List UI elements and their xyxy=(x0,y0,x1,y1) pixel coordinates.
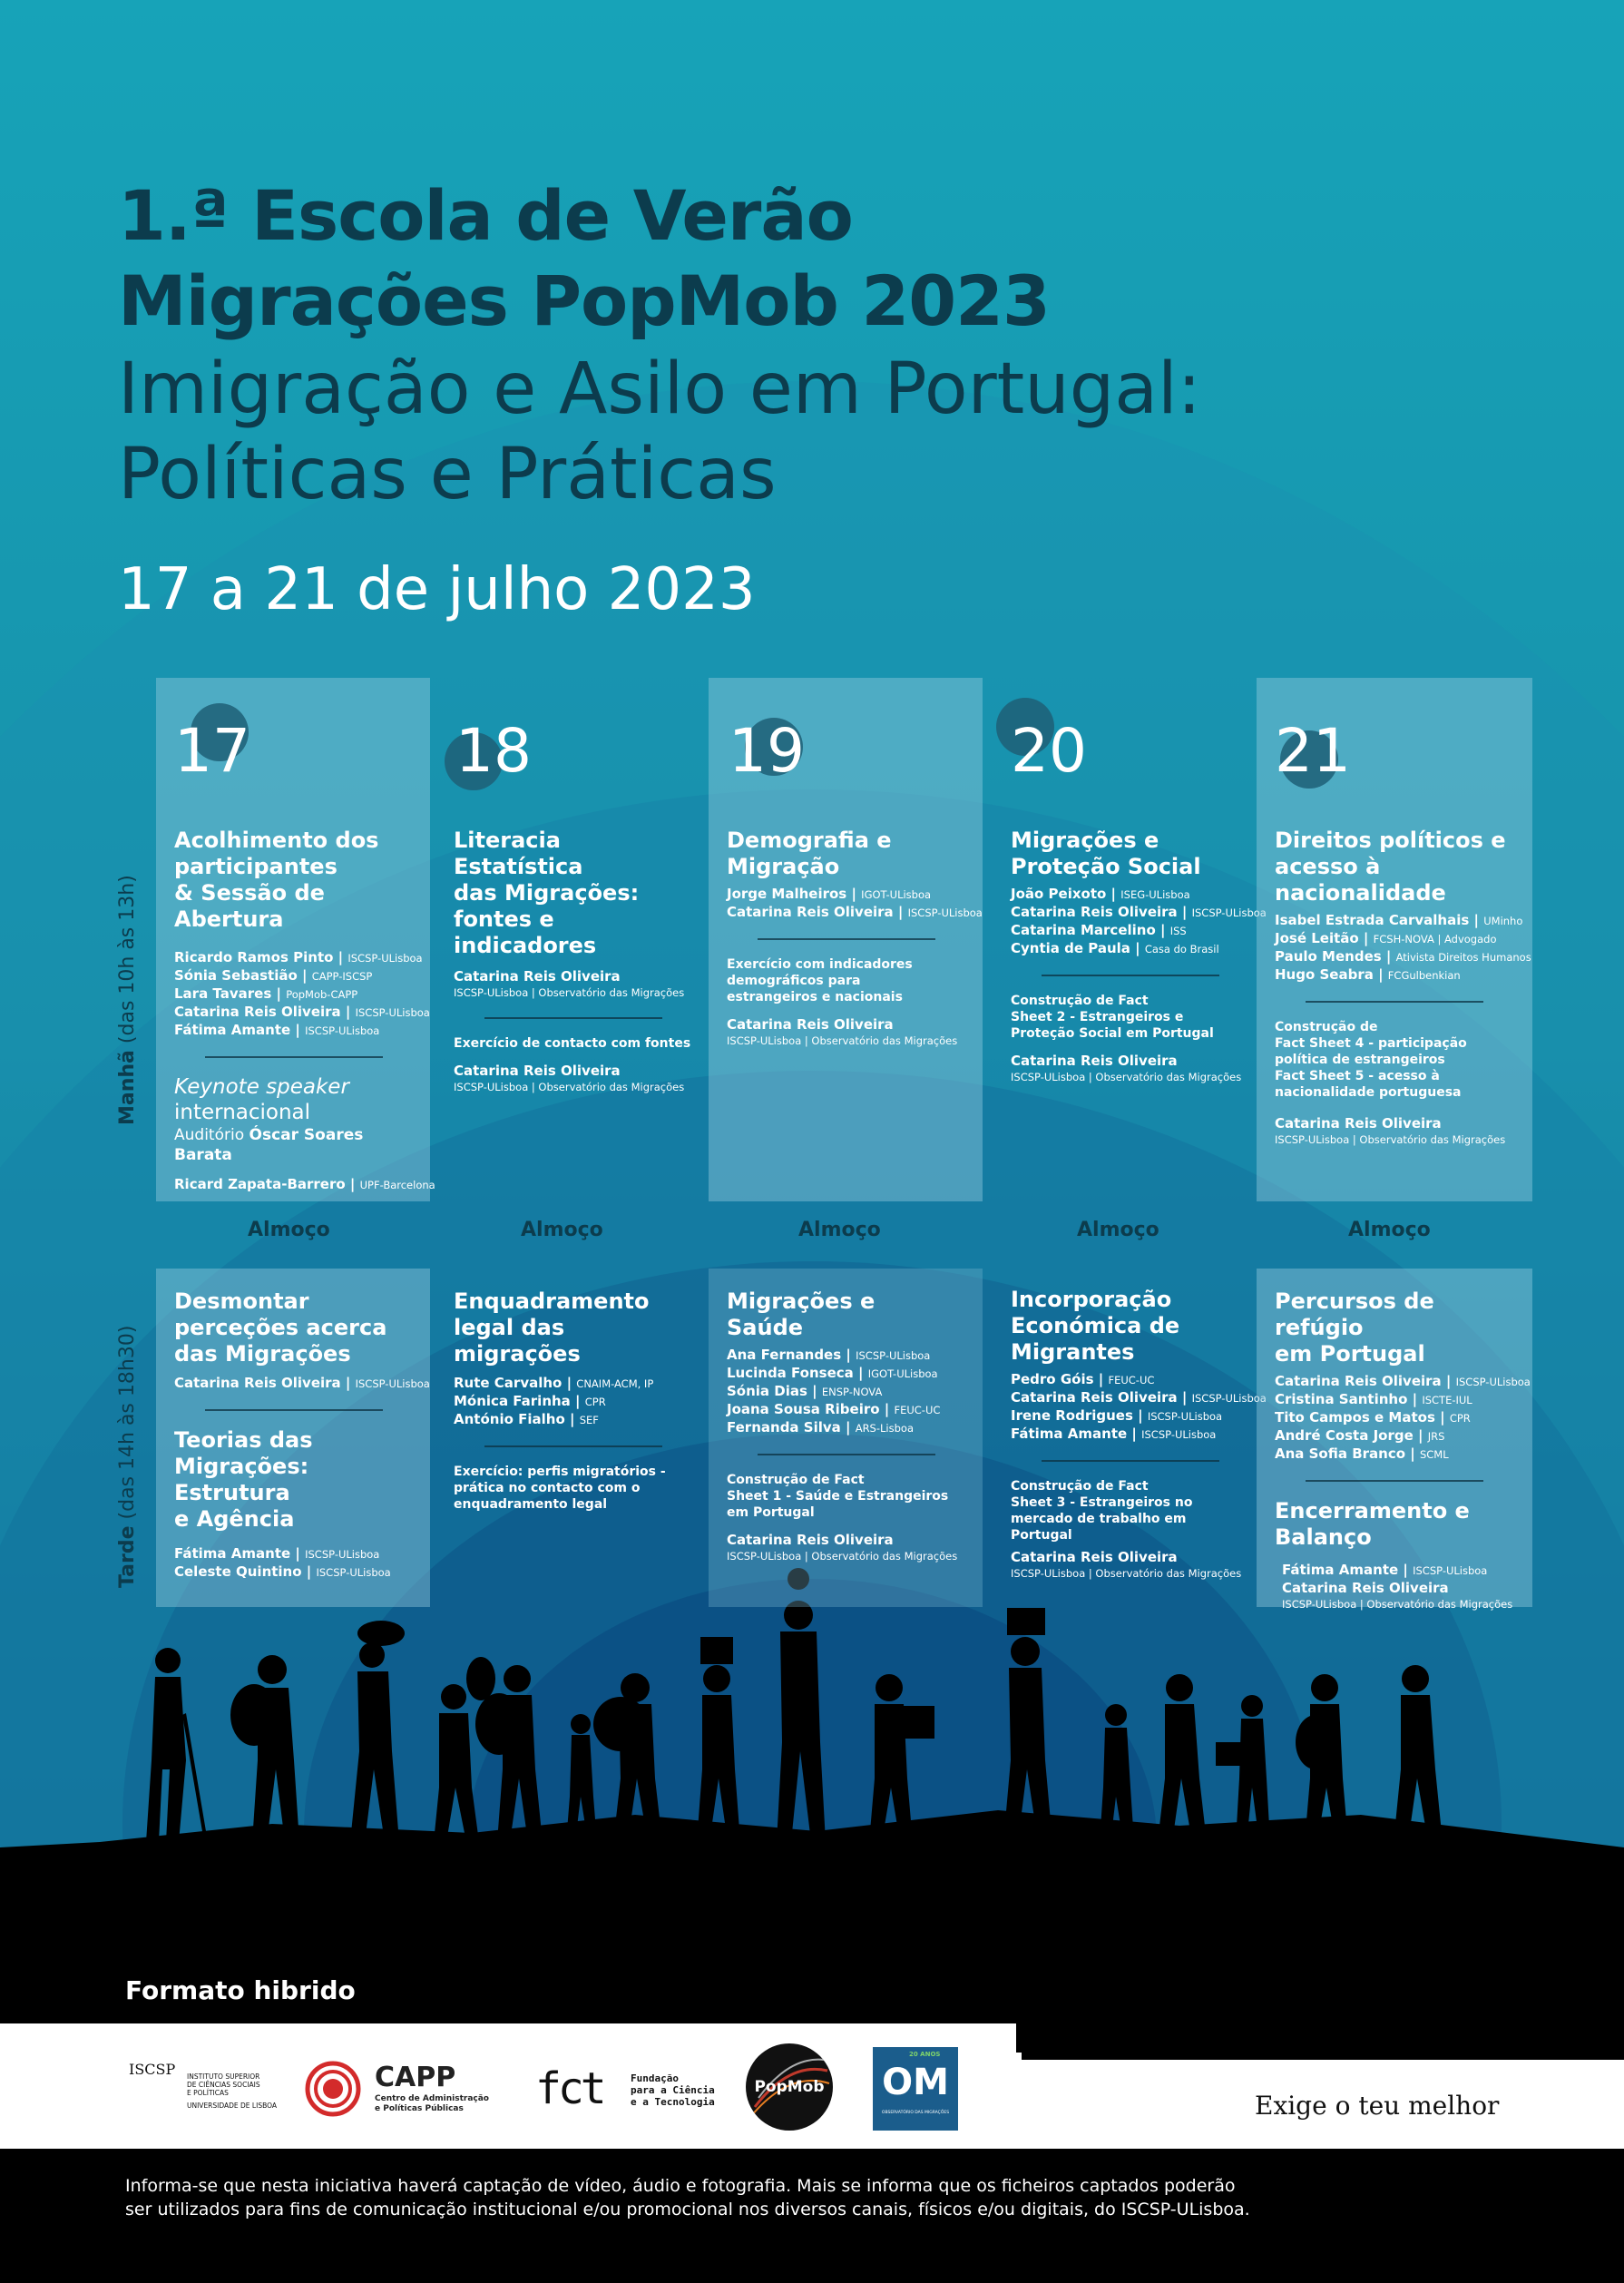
speaker: Irene Rodrigues | ISCSP-ULisboa xyxy=(1011,1407,1223,1424)
title-block xyxy=(0,0,1624,635)
affiliation: ISCSP-ULisboa | Observatório das Migrações xyxy=(727,1550,958,1563)
speaker: José Leitão | FCSH-NOVA | Advogado xyxy=(1275,930,1497,946)
affiliation: ISCSP-ULisboa | Observatório das Migrações xyxy=(1282,1598,1513,1611)
session-title: Literacia Estatística das Migrações: fontes e indicadores xyxy=(454,828,640,958)
session-title: Incorporação Económica de Migrantes xyxy=(1011,1287,1180,1365)
session-title: Demografia e Migração xyxy=(727,828,892,879)
capp-name: CAPP xyxy=(375,2062,456,2093)
exercise-title: Construção de Fact Sheet 4 - participação política de estrangeiros Fact Sheet 5 - acesso à nacionalidade portuguesa xyxy=(1275,1020,1467,1100)
speaker: Catarina Marcelino | ISS xyxy=(1011,922,1187,938)
speaker: Lara Tavares | PopMob-CAPP xyxy=(174,985,358,1002)
divider xyxy=(1306,1480,1483,1482)
exercise-title: Construção de Fact Sheet 2 - Estrangeiros e Proteção Social em Portugal xyxy=(1011,994,1214,1041)
divider xyxy=(205,1409,383,1411)
speaker: Catarina Reis Oliveira | ISCSP-ULisboa xyxy=(174,1375,430,1391)
day-19-morning-card xyxy=(709,678,983,1201)
keynote-label: Keynote speaker xyxy=(174,1075,349,1099)
speaker: Mónica Farinha | CPR xyxy=(454,1393,606,1409)
day-20-afternoon-card xyxy=(993,1269,1267,1607)
session-title: Encerramento e Balanço xyxy=(1275,1498,1470,1550)
day-number: 18 xyxy=(455,716,532,786)
speaker: Catarina Reis Oliveira xyxy=(454,1063,621,1079)
speaker: Paulo Mendes | Ativista Direitos Humanos xyxy=(1275,948,1531,965)
day-number: 20 xyxy=(1011,716,1087,786)
popmob-name: PopMob xyxy=(754,2078,825,2096)
day-19-afternoon-card xyxy=(709,1269,983,1607)
day-18-afternoon-card xyxy=(435,1269,708,1607)
speaker: Catarina Reis Oliveira xyxy=(1275,1115,1442,1132)
speaker: Celeste Quintino | ISCSP-ULisboa xyxy=(174,1563,391,1580)
speaker: Rute Carvalho | CNAIM-ACM, IP xyxy=(454,1375,654,1391)
day-17-afternoon-card xyxy=(156,1269,430,1607)
subtitle-line-1: Imigração e Asilo em Portugal: xyxy=(118,348,1201,430)
almoco-label: Almoço xyxy=(521,1219,603,1241)
session-title: Acolhimento dos participantes & Sessão de Abertura xyxy=(174,828,379,932)
iscsp-logo xyxy=(129,2053,283,2121)
exercise-title: Exercício: perfis migratórios - prática no contacto com o enquadramento legal xyxy=(454,1465,666,1512)
speaker: Sónia Sebastião | CAPP-ISCSP xyxy=(174,967,373,984)
speaker: Fátima Amante | ISCSP-ULisboa xyxy=(1282,1562,1488,1578)
speaker: Isabel Estrada Carvalhais | UMinho xyxy=(1275,912,1523,928)
speaker: Catarina Reis Oliveira xyxy=(1282,1580,1449,1596)
speaker: Catarina Reis Oliveira xyxy=(727,1016,894,1033)
speaker: Catarina Reis Oliveira xyxy=(1011,1549,1178,1565)
keynote-label-rest: internacional xyxy=(174,1101,311,1124)
divider xyxy=(1042,975,1219,976)
exercise-title: Construção de Fact Sheet 1 - Saúde e Estrangeiros em Portugal xyxy=(727,1473,949,1520)
almoco-label: Almoço xyxy=(798,1219,881,1241)
iscsp-mark: ISCSP xyxy=(129,2061,176,2078)
speaker: Tito Campos e Matos | CPR xyxy=(1275,1409,1471,1426)
speaker: Fernanda Silva | ARS-Lisboa xyxy=(727,1419,914,1435)
divider xyxy=(1042,1460,1219,1462)
fct-logo xyxy=(535,2060,717,2120)
speaker: Catarina Reis Oliveira | ISCSP-ULisboa xyxy=(174,1004,430,1020)
speaker: Catarina Reis Oliveira | ISCSP-ULisboa xyxy=(727,904,983,920)
speaker: Ricard Zapata-Barrero | UPF-Barcelona xyxy=(174,1176,435,1192)
speaker: Hugo Seabra | FCGulbenkian xyxy=(1275,966,1461,983)
auditorio: Auditório Óscar Soares Barata xyxy=(174,1126,364,1164)
speaker: Fátima Amante | ISCSP-ULisboa xyxy=(1011,1426,1217,1442)
divider xyxy=(1306,1001,1483,1003)
speaker: Catarina Reis Oliveira xyxy=(454,968,621,985)
speaker: Ana Sofia Branco | SCML xyxy=(1275,1445,1449,1462)
exercise-title: Exercício de contacto com fontes xyxy=(454,1036,691,1051)
day-20-morning-card xyxy=(993,678,1267,1201)
fct-text: Fundação para a Ciência e a Tecnologia xyxy=(631,2072,715,2108)
speaker: Pedro Góis | FEUC-UC xyxy=(1011,1371,1155,1387)
divider xyxy=(758,1454,935,1455)
popmob-logo xyxy=(746,2043,833,2131)
session-title: Direitos políticos e acesso à nacionalidade xyxy=(1275,828,1506,906)
day-number: 21 xyxy=(1275,716,1351,786)
speaker: Joana Sousa Ribeiro | FEUC-UC xyxy=(727,1401,941,1417)
divider xyxy=(758,938,935,940)
day-21-afternoon-card xyxy=(1257,1269,1532,1611)
formato-label: Formato hibrido xyxy=(125,1975,356,2005)
fct-name: fct xyxy=(535,2063,603,2114)
capp-circle-icon xyxy=(304,2060,362,2118)
divider xyxy=(484,1445,662,1447)
iscsp-text: INSTITUTO SUPERIOR DE CIÊNCIAS SOCIAIS E POLÍTICAS UNIVERSIDADE DE LISBOA xyxy=(187,2072,278,2110)
session-title: Teorias das Migrações: Estrutura e Agência xyxy=(174,1427,313,1532)
session-title: Migrações e Proteção Social xyxy=(1011,828,1201,879)
session-title: Percursos de refúgio em Portugal xyxy=(1275,1288,1434,1367)
speaker: Cyntia de Paula | Casa do Brasil xyxy=(1011,940,1219,956)
session-title: Migrações e Saúde xyxy=(727,1288,876,1340)
logo-bar-tab xyxy=(1016,2023,1624,2060)
subtitle-line-2: Políticas e Práticas xyxy=(118,434,777,515)
speaker: Fátima Amante | ISCSP-ULisboa xyxy=(174,1022,380,1038)
capp-text: Centro de Administração e Políticas Públicas xyxy=(375,2094,489,2113)
speaker: Sónia Dias | ENSP-NOVA xyxy=(727,1383,883,1399)
om-logo xyxy=(873,2047,958,2131)
day-21-morning-card xyxy=(1257,678,1532,1201)
tarde-label: Tarde (das 14h às 18h30) xyxy=(116,1325,139,1588)
om-name: OM xyxy=(882,2062,949,2103)
om-years: 20 ANOS xyxy=(909,2051,941,2058)
affiliation: ISCSP-ULisboa | Observatório das Migrações xyxy=(1011,1071,1242,1083)
speaker: Catarina Reis Oliveira | ISCSP-ULisboa xyxy=(1011,904,1267,920)
speaker: Catarina Reis Oliveira xyxy=(727,1532,894,1548)
speaker: Fátima Amante | ISCSP-ULisboa xyxy=(174,1545,380,1562)
almoco-label: Almoço xyxy=(248,1219,330,1241)
almoco-label: Almoço xyxy=(1348,1219,1431,1241)
session-title: Enquadramento legal das migrações xyxy=(454,1288,650,1367)
speaker: João Peixoto | ISEG-ULisboa xyxy=(1011,886,1190,902)
affiliation: ISCSP-ULisboa | Observatório das Migrações xyxy=(454,1081,685,1093)
divider xyxy=(484,1017,662,1019)
speaker: Catarina Reis Oliveira | ISCSP-ULisboa xyxy=(1011,1389,1267,1406)
title-line-1: 1.ª Escola de Verão xyxy=(118,175,853,256)
day-number: 17 xyxy=(174,716,250,786)
speaker: André Costa Jorge | JRS xyxy=(1275,1427,1445,1444)
almoco-label: Almoço xyxy=(1077,1219,1159,1241)
day-18-morning-card xyxy=(435,678,708,1201)
speaker: Jorge Malheiros | IGOT-ULisboa xyxy=(727,886,932,902)
speaker: Lucinda Fonseca | IGOT-ULisboa xyxy=(727,1365,938,1381)
affiliation: ISCSP-ULisboa | Observatório das Migrações xyxy=(1275,1133,1506,1146)
speaker: Ricardo Ramos Pinto | ISCSP-ULisboa xyxy=(174,949,423,965)
capp-logo xyxy=(304,2060,504,2120)
day-number: 19 xyxy=(729,716,805,786)
speaker: Ana Fernandes | ISCSP-ULisboa xyxy=(727,1347,931,1363)
affiliation: ISCSP-ULisboa | Observatório das Migrações xyxy=(1011,1567,1242,1580)
speaker: Cristina Santinho | ISCTE-IUL xyxy=(1275,1391,1472,1407)
speaker: Catarina Reis Oliveira xyxy=(1011,1053,1178,1069)
event-dates: 17 a 21 de julho 2023 xyxy=(118,556,756,623)
om-text: OBSERVATÓRIO DAS MIGRAÇÕES xyxy=(881,2111,950,2115)
speaker: Catarina Reis Oliveira | ISCSP-ULisboa xyxy=(1275,1373,1531,1389)
affiliation: ISCSP-ULisboa | Observatório das Migrações xyxy=(454,986,685,999)
divider xyxy=(205,1056,383,1058)
slogan: Exige o teu melhor xyxy=(1255,2091,1500,2121)
manha-label: Manhã (das 10h às 13h) xyxy=(116,875,139,1125)
exercise-title: Construção de Fact Sheet 3 - Estrangeiros no mercado de trabalho em Portugal xyxy=(1011,1479,1193,1543)
title-line-2: Migrações PopMob 2023 xyxy=(118,260,1050,341)
exercise-title: Exercício com indicadores demográficos para estrangeiros e nacionais xyxy=(727,957,913,1004)
day-17-morning-card xyxy=(156,678,435,1201)
session-title: Desmontar perceções acerca das Migrações xyxy=(174,1288,387,1367)
speaker: António Fialho | SEF xyxy=(454,1411,599,1427)
affiliation: ISCSP-ULisboa | Observatório das Migrações xyxy=(727,1034,958,1047)
footer-disclaimer: Informa-se que nesta iniciativa haverá captação de vídeo, áudio e fotografia. Mais se informa que os ficheiros captados poderão ser utilizados para fins de comunicação institucional e/ou promocional nos diversos canais, físicos e/ou digitais, do ISCSP-ULisboa. xyxy=(125,2176,1250,2219)
